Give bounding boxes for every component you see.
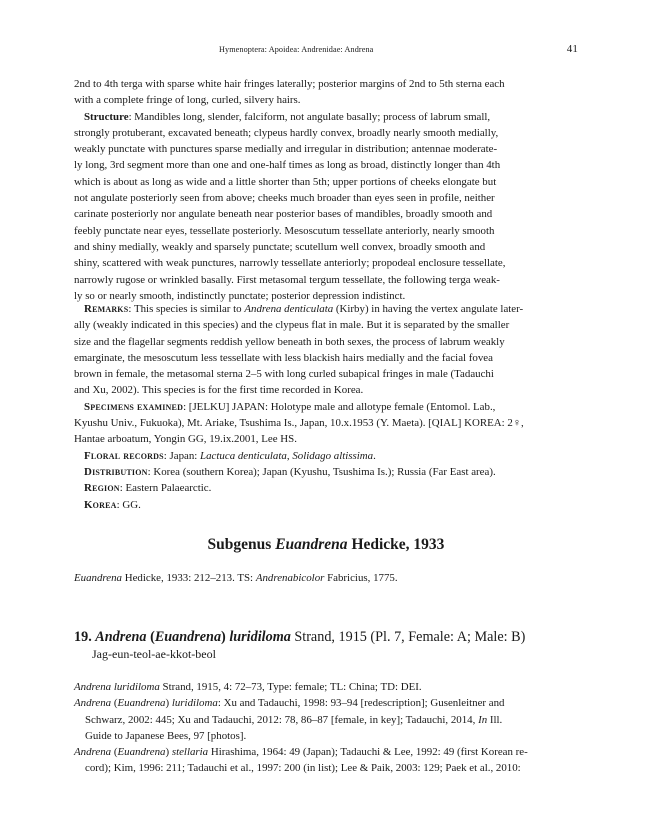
- remarks-line: Remarks: This species is similar to Andrena denticulata (Kirby) in having the vertex angulate later-: [84, 303, 524, 315]
- text-line: ally (weakly indicated in this species) and the clypeus flat in male. But it is separated by the smaller: [74, 319, 510, 332]
- genus-name: Andrena: [95, 629, 147, 645]
- running-title: Hymenoptera: Apoidea: Andrenidae: Andrena: [219, 45, 374, 54]
- text-line: weakly punctate with punctures sparse medially and irregular in distribution; antennae moderate-: [74, 143, 498, 156]
- structure-label: Structure: [84, 110, 129, 123]
- text-line: size and the flagellar segments reddish yellow beneath in both sexes, the process of labrum weakly: [74, 335, 505, 348]
- remarks-section: [74, 301, 579, 513]
- synonymy-entry: Andrena (Euandrena) stellaria Hirashima, 1964: 49 (Japan); Tadauchi & Lee, 1992: 49 (first Korean re-: [74, 746, 528, 759]
- specimens-label: Specimens examined: [84, 400, 184, 413]
- text-line: which is about as long as wide and a little shorter than 5th; upper portions of cheeks elongate but: [74, 175, 497, 188]
- region-label: Region: [84, 482, 120, 495]
- text-line: brown in female, the metasomal sterna 2–5 with long curled subapical fringes in male (Tadauchi: [74, 368, 494, 381]
- text-line: strongly protuberant, excavated beneath; clypeus hardly convex, broadly nearly smooth medially,: [74, 126, 499, 139]
- species-author: Strand, 1915 (Pl. 7, Female: A; Male: B): [290, 629, 526, 645]
- text-line: ly long, 3rd segment more than one and one-half times as long as broad, distinctly longer than 4th: [74, 159, 501, 172]
- page-number: 41: [566, 43, 578, 55]
- floral-records-line: Floral records: Japan: Lactuca denticulata, Solidago altissima.: [84, 449, 376, 462]
- text-line: not angulate posteriorly seen from above; cheeks much broader than eyes seen in profile, neither: [74, 192, 495, 205]
- taxon-name: Andrena denticulata: [244, 303, 334, 315]
- distribution-label: Distribution: [84, 465, 148, 478]
- text-line: Euandrena Hedicke, 1933: 212–213. TS: Andrenabicolor Fabricius, 1775.: [74, 572, 398, 584]
- species-number: 19.: [74, 629, 92, 645]
- text-line: with a complete fringe of long, curled, silvery hairs.: [74, 94, 301, 107]
- distribution-line: Distribution: Korea (southern Korea); Japan (Kyushu, Tsushima Is.); Russia (Far East area).: [84, 465, 496, 478]
- region-line: Region: Eastern Palaearctic.: [84, 482, 212, 495]
- text-line: Guide to Japanese Bees, 97 [photos].: [85, 729, 247, 742]
- vernacular-name: Jag-eun-teol-ae-kkot-beol: [92, 647, 216, 661]
- specimens-line: Specimens examined: [JELKU] JAPAN: Holotype male and allotype female (Entomol. Lab.,: [84, 400, 496, 413]
- text-line: Schwarz, 2002: 445; Xu and Tadauchi, 2012: 78, 86–87 [female, in key]; Tadauchi, 2014, In Ill.: [85, 713, 503, 726]
- text-line: Kyushu Univ., Fukuoka), Mt. Ariake, Tsushima Is., Japan, 10.x.1953 (Y. Maeta). [QIAL] KOREA: 2♀,: [74, 417, 524, 430]
- floral-records-label: Floral records: [84, 449, 164, 462]
- text-line: narrowly rugose or wrinkled basally. First metasomal tergum tessellate, the following terga weak-: [74, 273, 500, 286]
- text-line: emarginate, the mesoscutum less tessellate with less blackish hairs medially and the facial fovea: [74, 351, 493, 364]
- text-line: carinate posteriorly nor angulate beneath near posterior bases of mandibles, broadly smooth and: [74, 208, 493, 221]
- synonymy-entry: Andrena (Euandrena) luridiloma: Xu and Tadauchi, 1998: 93–94 [redescription]; Gusenleitner and: [74, 697, 505, 710]
- text-line: and shiny medially, weakly and sparsely punctate; scutellum well convex, broadly smooth and: [74, 240, 486, 253]
- text-line: Hantae arboatum, Yongin GG, 19.ix.2001, Lee HS.: [74, 433, 297, 446]
- structure-line: Structure: Mandibles long, slender, falciform, not angulate basally; process of labrum small,: [84, 110, 491, 123]
- synonymy-section: [74, 679, 579, 777]
- subgenus-heading: Subgenus Euandrena Hedicke, 1933: [207, 536, 445, 553]
- species-heading: [74, 628, 579, 646]
- text-line: cord); Kim, 1996: 211; Tadauchi et al., 1997: 200 (in list); Lee & Paik, 2003: 129; Paek et al., 2010:: [85, 762, 521, 775]
- page-header: [74, 44, 578, 58]
- species-epithet: luridiloma: [229, 629, 291, 645]
- korea-line: Korea: GG.: [84, 498, 141, 511]
- text-line: 2nd to 4th terga with sparse white hair fringes laterally; posterior margins of 2nd to 5th sterna each: [74, 78, 505, 90]
- text-line: feebly punctate near eyes, tessellate posteriorly. Mesoscutum tessellate anteriorly, nearly smooth: [74, 224, 495, 237]
- synonymy-entry: Andrena luridiloma Strand, 1915, 4: 72–73, Type: female; TL: China; TD: DEI.: [74, 681, 422, 693]
- remarks-label: Remarks: [84, 303, 129, 315]
- text-line: shiny, scattered with weak punctures, narrowly tessellate anteriorly; propodeal enclosure tessellate,: [74, 257, 506, 270]
- text-line: ly so or nearly smooth, indistinctly punctate; posterior depression indistinct.: [74, 289, 406, 302]
- subgenus-name: (Euandrena): [150, 629, 226, 645]
- description-section: [74, 76, 579, 304]
- subgenus-reference: [74, 570, 579, 586]
- text-line: and Xu, 2002). This species is for the first time recorded in Korea.: [74, 384, 364, 397]
- korea-label: Korea: [84, 498, 117, 511]
